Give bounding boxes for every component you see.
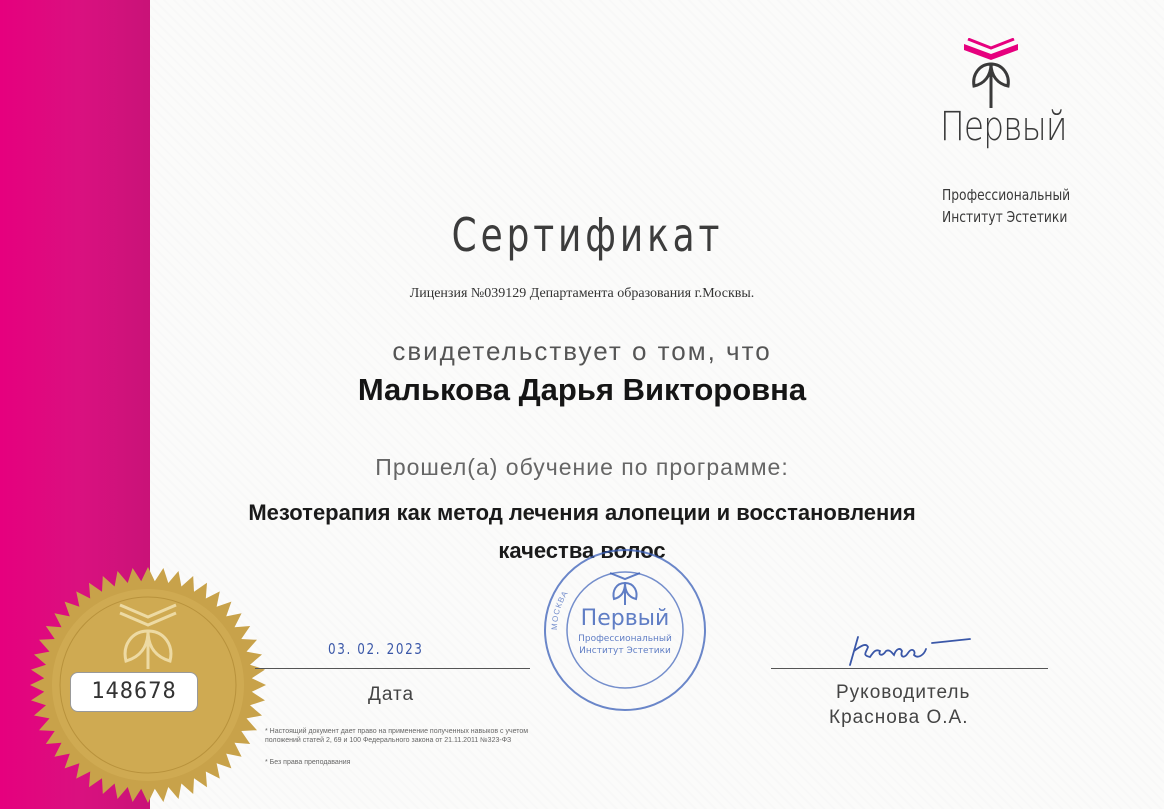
handwritten-signature — [840, 625, 980, 670]
passed-training-text: Прошел(а) обучение по программе: — [375, 454, 789, 480]
certificate-title: Сертификат — [451, 208, 724, 262]
round-stamp — [540, 545, 710, 715]
stamp-line1: Профессиональный — [578, 634, 672, 644]
program-title-line1: Мезотерапия как метод лечения алопеции и восстановления — [248, 500, 916, 525]
stamp-logo-icon — [610, 573, 640, 605]
stamp-line2: Институт Эстетики — [579, 646, 671, 656]
stamp-ring-text: МОСКВА — [549, 588, 570, 631]
footnote-rights: * Настоящий документ дает право на применение полученных навыков с учетом положений статей 2, 69 и 100 Федерального закона от 21.11.2011 №323-ФЗ — [265, 728, 529, 744]
certifies-text: свидетельствует о том, что — [392, 336, 772, 366]
book-flower-logo-icon — [960, 38, 1022, 108]
recipient-name: Малькова Дарья Викторовна — [357, 372, 807, 407]
serial-number: 148678 — [70, 672, 198, 712]
date-label: Дата — [368, 684, 415, 705]
stamp-name: Первый — [580, 606, 670, 631]
logo-name: Первый — [940, 104, 1067, 150]
date-line — [255, 668, 530, 669]
logo-subtitle-line2: Институт Эстетики — [942, 208, 1068, 226]
director-name: Краснова О.А. — [829, 707, 969, 728]
license-text: Лицензия №039129 Департамента образования г.Москвы. — [409, 286, 755, 301]
institute-logo — [930, 38, 1080, 226]
logo-subtitle-line1: Профессиональный — [942, 186, 1071, 204]
program-title-line2: качества волос — [498, 538, 666, 563]
footnote-no-teaching: * Без права преподавания — [265, 759, 351, 766]
director-role: Руководитель — [836, 682, 971, 703]
signature-line — [771, 668, 1048, 669]
date-value: 03. 02. 2023 — [328, 640, 424, 658]
